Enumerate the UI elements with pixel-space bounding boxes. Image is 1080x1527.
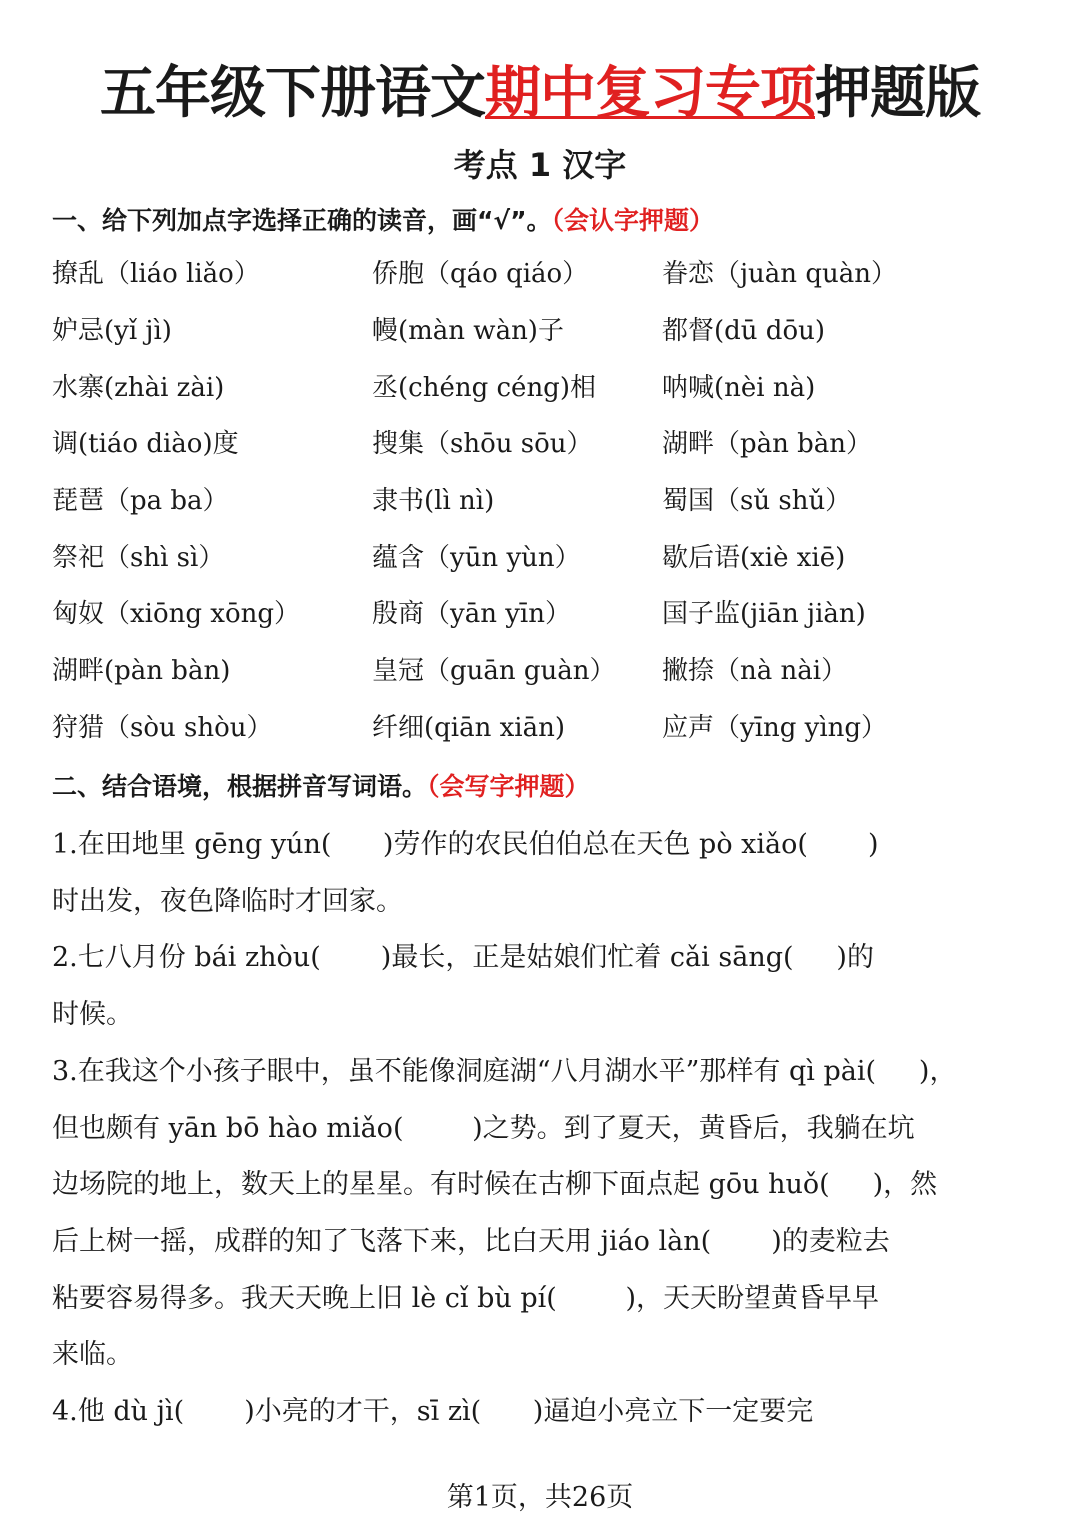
section-2-heading-text: 二、结合语境，根据拼音写词语。 xyxy=(52,772,428,801)
grid-row xyxy=(52,246,1062,303)
pinyin-item: 隶书(lì nì) xyxy=(372,486,495,517)
pinyin-item: 撩乱（liáo liǎo） xyxy=(52,259,260,290)
pinyin-item: 搜集（shōu sōu） xyxy=(372,429,593,460)
page-subtitle: 考点 1 汉字 xyxy=(453,146,627,184)
pinyin-item: 水寨(zhài zài) xyxy=(52,372,225,403)
pinyin-item: 皇冠（guān guàn） xyxy=(372,656,616,687)
text-line: 时候。 xyxy=(52,999,133,1031)
grid-row xyxy=(52,700,1062,757)
grid-row xyxy=(52,586,1062,643)
text-line: 时出发，夜色降临时才回家。 xyxy=(52,885,403,917)
section-1-heading xyxy=(52,201,714,241)
pinyin-item: 湖畔（pàn bàn） xyxy=(662,429,873,460)
pinyin-item: 妒忌(yǐ jì) xyxy=(52,316,172,347)
grid-row xyxy=(52,473,1062,530)
text-line: 3.在我这个小孩子眼中，虽不能像洞庭湖“八月湖水平”那样有 qì pài( )， xyxy=(52,1055,957,1087)
grid-row xyxy=(52,643,1062,700)
title-highlight: 期中复习专项 xyxy=(485,61,815,126)
pinyin-item: 幔(màn wàn)子 xyxy=(372,316,564,347)
pinyin-item: 蕴含（yūn yùn） xyxy=(372,542,581,573)
pinyin-item: 匈奴（xiōng xōng） xyxy=(52,599,300,630)
text-line: 4.他 dù jì( )小亮的才干，sī zì( )逼迫小亮立下一定要完 xyxy=(52,1396,814,1428)
grid-row xyxy=(52,529,1062,586)
text-line: 边场院的地上，数天上的星星。有时候在古柳下面点起 gōu huǒ( )，然 xyxy=(52,1169,938,1201)
pinyin-item: 蜀国（sǔ shǔ） xyxy=(662,486,852,517)
page-footer: 第1页，共26页 xyxy=(446,1482,634,1513)
section-2-heading xyxy=(52,767,590,807)
pinyin-item: 国子监(jiān jiàn) xyxy=(662,599,866,630)
pinyin-item: 调(tiáo diào)度 xyxy=(52,429,239,460)
pinyin-item: 丞(chéng céng)相 xyxy=(372,372,596,403)
grid-row xyxy=(52,359,1062,416)
pinyin-item: 眷恋（juàn quàn） xyxy=(662,259,897,290)
pinyin-item: 呐喊(nèi nà) xyxy=(662,372,816,403)
pinyin-item: 应声（yīng yìng） xyxy=(662,712,888,743)
pinyin-item: 湖畔(pàn bàn) xyxy=(52,656,231,687)
title-part-3: 押题版 xyxy=(815,61,980,126)
pinyin-item: 侨胞（qáo qiáo） xyxy=(372,259,589,290)
section-1-tag: （会认字押题） xyxy=(551,206,715,235)
text-line: 1.在田地里 gēng yún( )劳作的农民伯伯总在天色 pò xiǎo( ) xyxy=(52,829,879,860)
pinyin-item: 纤细(qiān xiān) xyxy=(372,712,565,743)
text-line: 粘要容易得多。我天天晚上旧 lè cǐ bù pí( )，天天盼望黄昏早早 xyxy=(52,1282,880,1314)
pinyin-item: 狩猎（sòu shòu） xyxy=(52,712,273,743)
pinyin-item: 殷商（yān yīn） xyxy=(372,599,571,630)
section-2-tag: （会写字押题） xyxy=(427,772,590,801)
pinyin-item: 祭祀（shì sì） xyxy=(52,542,225,573)
text-line: 后上树一摇，成群的知了飞落下来，比白天用 jiáo làn( )的麦粒去 xyxy=(52,1225,890,1257)
section-2-body xyxy=(52,817,1042,1441)
text-line: 但也颇有 yān bō hào miǎo( )之势。到了夏天，黄昏后，我躺在坑 xyxy=(52,1112,915,1144)
grid-row xyxy=(52,303,1062,360)
section-1-heading-text: 一、给下列加点字选择正确的读音，画“√”。 xyxy=(52,206,552,235)
text-line: 来临。 xyxy=(52,1339,133,1371)
title-part-1: 五年级下册语文 xyxy=(100,61,485,126)
pinyin-item: 都督(dū dōu) xyxy=(662,316,825,347)
pinyin-item: 撇捺（nà nài） xyxy=(662,656,848,687)
page-title xyxy=(0,52,1080,136)
pinyin-item: 琵琶（pa ba） xyxy=(52,486,229,517)
text-line: 2.七八月份 bái zhòu( )最长，正是姑娘们忙着 cǎi sāng( )的 xyxy=(52,942,874,974)
pinyin-choice-grid xyxy=(52,246,1062,756)
pinyin-item: 歇后语(xiè xiē) xyxy=(662,542,846,573)
grid-row xyxy=(52,416,1062,473)
